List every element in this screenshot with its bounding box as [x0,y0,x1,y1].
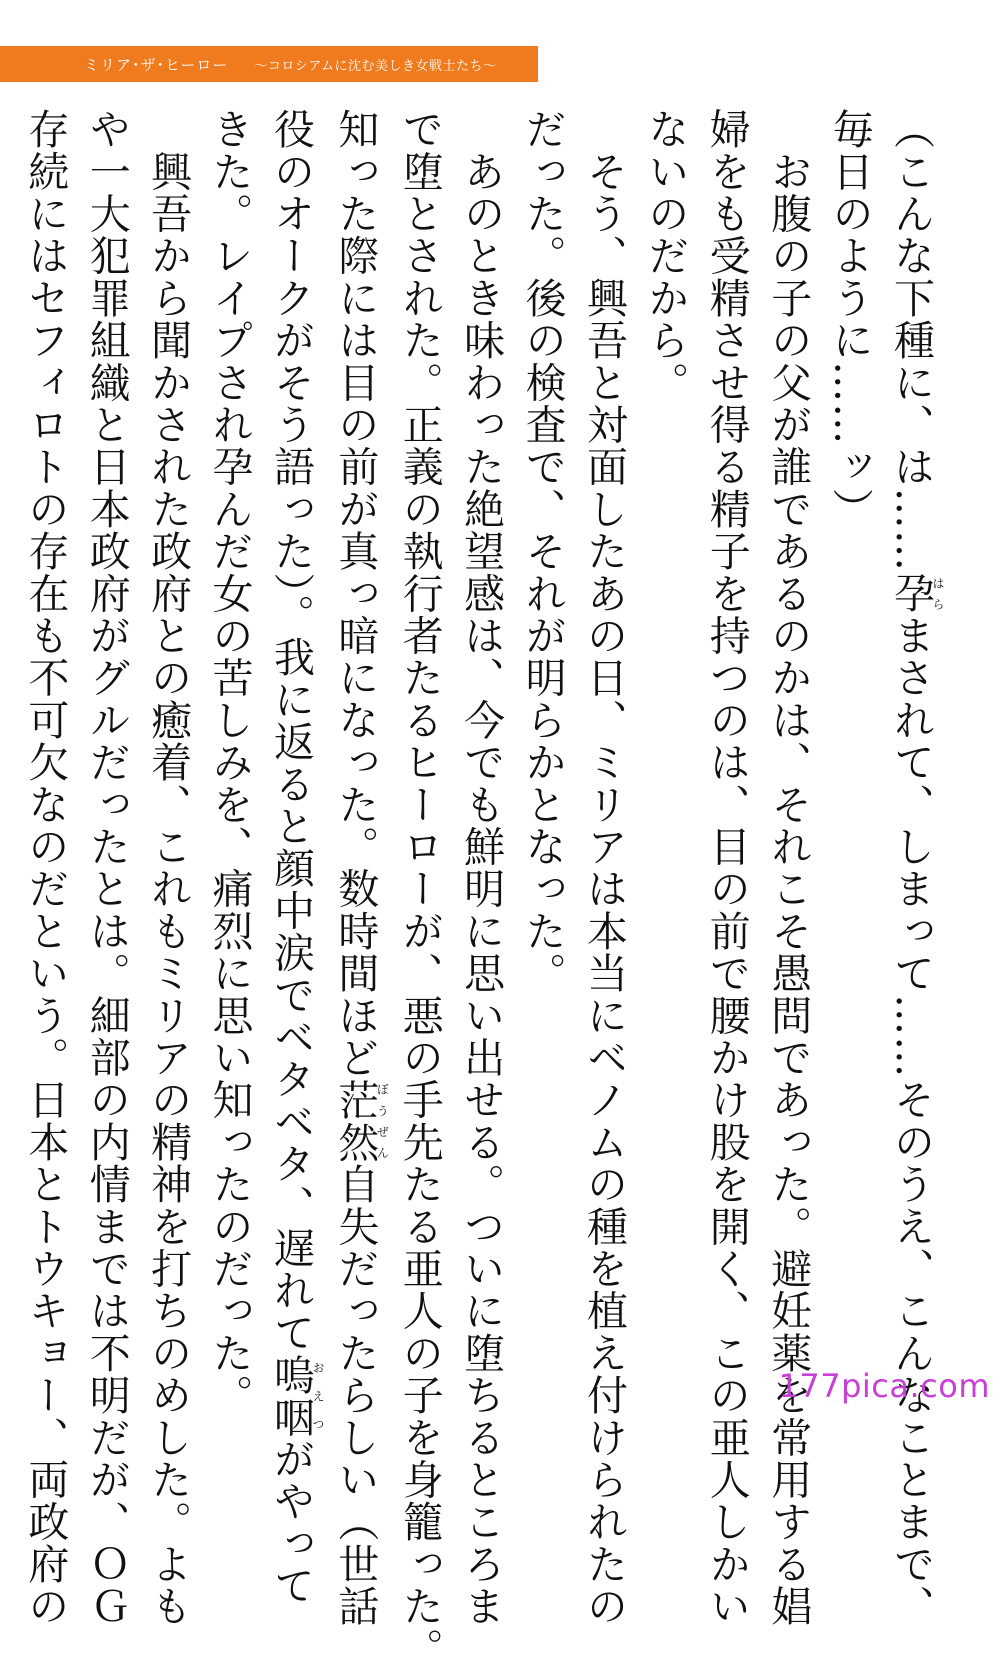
text-column: だった。後の検査で、それが明らかとなった。 [518,108,567,995]
text-column: 存続にはセフィロトの存在も不可欠なのだという。日本とトウキョー、両政府の [21,108,70,1628]
text-column: で堕とされた。正義の執行者たるヒーローが、悪の手先たる亜人の子を身籠った。 [395,108,444,1669]
text-column: きた。レイプされ孕んだ女の苦しみを、痛烈に思い知ったのだった。 [205,108,254,1417]
text-column: そう、興吾と対面したあの日、ミリアは本当にベノムの種を植え付けられたの [579,108,628,1628]
text-column: あのとき味わった絶望感は、今でも鮮明に思い出せる。ついに堕ちるところま [457,108,506,1628]
series-title: ミリア･ザ･ヒーロー [84,55,229,74]
header-bar [0,46,538,82]
text-column: 興吾から聞かされた政府との癒着、これもミリアの精神を打ちのめした。よも [144,108,193,1628]
text-column: ないのだから。 [641,108,690,404]
text-column: 婦をも受精させ得る精子を持つのは、目の前で腰かけ股を開く、この亜人しかい [702,108,751,1628]
text-column: （こんな下種に、は……孕はらまされて、しまって……そのうえ、こんなことまで、 [887,108,945,1628]
text-column: 知った際には目の前が真っ暗になった。数時間ほど茫然ぼうぜん自失だったらしい（世話 [331,108,390,1628]
furigana-word: 嗚咽おえつ [266,1353,325,1438]
series-subtitle: 〜コロシアムに沈む美しき女戦士たち〜 [254,58,497,74]
text-column: 毎日のように……ッ） [825,108,874,530]
text-column: や一大犯罪組織と日本政府がグルだったとは。細部の内情までは不明だが、ＯＧ [82,108,131,1628]
text-column: お腹の子の父が誰であるのかは、それこそ愚問であった。避妊薬を常用する娼 [764,108,813,1628]
site-watermark: 177pica.com [778,1367,990,1405]
furigana-word: 孕はら [887,572,945,615]
text-column: 役のオークがそう語った）。我に返ると顔中涙でベタベタ、遅れて嗚咽おえつがやって [266,108,325,1607]
furigana-word: 茫然ぼうぜん [331,1078,390,1164]
